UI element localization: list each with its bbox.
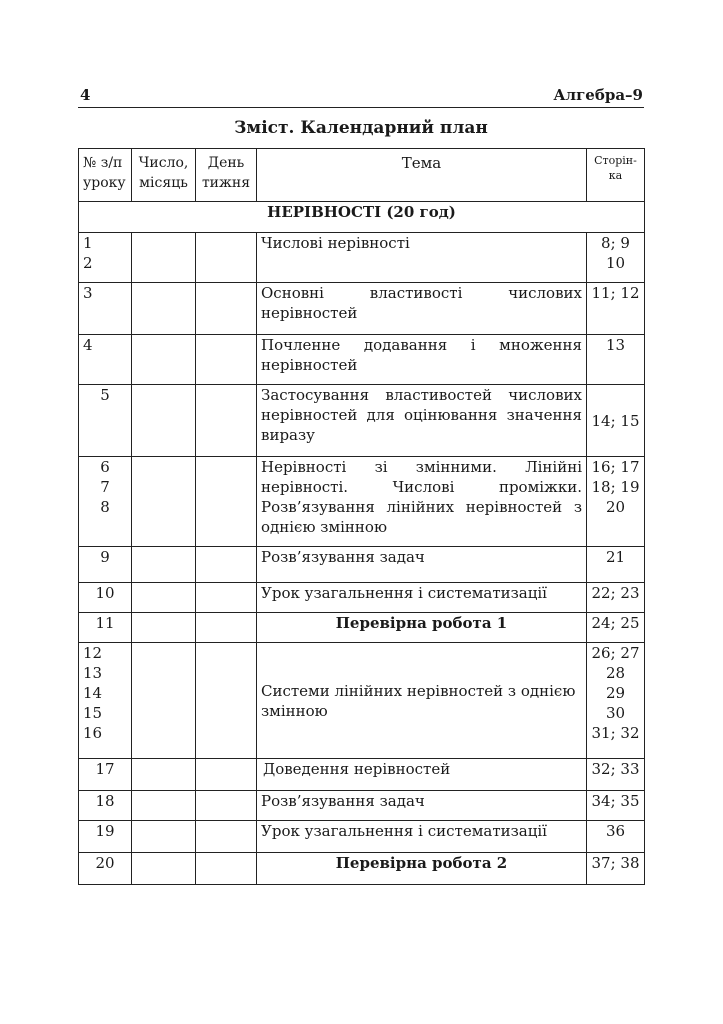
day-cell: [196, 759, 257, 791]
date-cell: [132, 547, 196, 583]
calendar-plan-table: [78, 148, 645, 885]
table-row: [79, 583, 645, 613]
column-header-topic: Тема: [257, 149, 587, 202]
lesson-topic: Розв’язування задач: [257, 791, 587, 821]
section-title: НЕРІВНОСТІ (20 год): [79, 202, 645, 233]
date-cell: [132, 791, 196, 821]
page-title: Зміст. Календарний план: [234, 118, 488, 138]
lesson-number: 4: [79, 335, 132, 385]
lesson-number: 6 7 8: [79, 457, 132, 547]
date-cell: [132, 853, 196, 885]
table-row: [79, 853, 645, 885]
lesson-topic: Нерівності зі змінними. Лінійні нерівності. Числові проміжки. Розв’язування лінійних нерівностей з однією змінною: [257, 457, 587, 547]
column-header-day: День тижня: [196, 149, 257, 202]
table-header-row: [79, 149, 645, 202]
lesson-pages: 16; 17 18; 19 20: [587, 457, 645, 547]
day-cell: [196, 791, 257, 821]
lesson-topic: Числові нерівності: [257, 233, 587, 283]
day-cell: [196, 853, 257, 885]
section-row: [79, 202, 645, 233]
table-row: [79, 457, 645, 547]
lesson-number: 9: [79, 547, 132, 583]
lesson-topic: Урок узагальнення і систематизації: [257, 821, 587, 853]
lesson-number: 19: [79, 821, 132, 853]
header-rule: [78, 107, 644, 108]
lesson-number: 10: [79, 583, 132, 613]
table-row: [79, 233, 645, 283]
lesson-pages: 22; 23: [587, 583, 645, 613]
lesson-topic: Основні властивості числових нерівностей: [257, 283, 587, 335]
lesson-number: 1 2: [79, 233, 132, 283]
lesson-number: 20: [79, 853, 132, 885]
lesson-pages: 36: [587, 821, 645, 853]
lesson-pages: 21: [587, 547, 645, 583]
lesson-pages: 8; 9 10: [587, 233, 645, 283]
lesson-topic: Урок узагальнення і систематизації: [257, 583, 587, 613]
date-cell: [132, 613, 196, 643]
lesson-pages: 24; 25: [587, 613, 645, 643]
lesson-number: 11: [79, 613, 132, 643]
lesson-pages: 32; 33: [587, 759, 645, 791]
table-row: [79, 821, 645, 853]
date-cell: [132, 583, 196, 613]
date-cell: [132, 385, 196, 457]
lesson-pages: 26; 27 28 29 30 31; 32: [587, 643, 645, 759]
date-cell: [132, 759, 196, 791]
date-cell: [132, 233, 196, 283]
column-header-pages: Сторін-ка: [587, 149, 645, 202]
table-row: [79, 283, 645, 335]
running-head: Алгебра–9: [553, 86, 643, 104]
date-cell: [132, 643, 196, 759]
lesson-topic: Перевірна робота 2: [257, 853, 587, 885]
lesson-topic: Розв’язування задач: [257, 547, 587, 583]
table-row: [79, 613, 645, 643]
day-cell: [196, 385, 257, 457]
day-cell: [196, 457, 257, 547]
lesson-topic: Системи лінійних нерівностей з однією змінною: [257, 643, 587, 759]
day-cell: [196, 821, 257, 853]
page-number: 4: [80, 86, 91, 104]
lesson-pages: 11; 12: [587, 283, 645, 335]
lesson-pages: 34; 35: [587, 791, 645, 821]
column-header-date: Число, місяць: [132, 149, 196, 202]
day-cell: [196, 335, 257, 385]
date-cell: [132, 283, 196, 335]
table-row: [79, 385, 645, 457]
day-cell: [196, 283, 257, 335]
lesson-topic: Почленне додавання і множення нерівностей: [257, 335, 587, 385]
date-cell: [132, 821, 196, 853]
table-row: [79, 335, 645, 385]
lesson-pages: 14; 15: [587, 385, 645, 457]
lesson-number: 5: [79, 385, 132, 457]
day-cell: [196, 547, 257, 583]
table-row: [79, 759, 645, 791]
lesson-number: 17: [79, 759, 132, 791]
table-row: [79, 547, 645, 583]
day-cell: [196, 233, 257, 283]
lesson-topic: Доведення нерівностей: [257, 759, 587, 791]
lesson-pages: 37; 38: [587, 853, 645, 885]
day-cell: [196, 583, 257, 613]
table-row: [79, 791, 645, 821]
column-header-number: № з/п уроку: [79, 149, 132, 202]
lesson-topic: Перевірна робота 1: [257, 613, 587, 643]
day-cell: [196, 643, 257, 759]
lesson-topic: Застосування властивостей числових нерівностей для оцінювання значення виразу: [257, 385, 587, 457]
lesson-pages: 13: [587, 335, 645, 385]
date-cell: [132, 457, 196, 547]
lesson-number: 12 13 14 15 16: [79, 643, 132, 759]
date-cell: [132, 335, 196, 385]
day-cell: [196, 613, 257, 643]
lesson-number: 3: [79, 283, 132, 335]
table-row: [79, 643, 645, 759]
lesson-number: 18: [79, 791, 132, 821]
